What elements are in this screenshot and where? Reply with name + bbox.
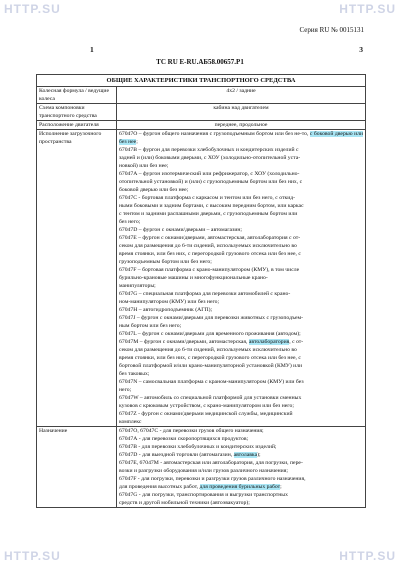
text-line: 67047В - для перевозки хлебобулочных и кондитерских изделий; bbox=[119, 444, 277, 450]
text-segment: 67047О – фургон общего назначения с грузоподъемным бортом или без не-то, bbox=[119, 131, 310, 137]
highlighted-text: для проведения бурильных работ bbox=[199, 484, 281, 490]
text-line: ном-манипулятором (КМУ) или без него; bbox=[119, 299, 220, 305]
text-line: ными боковыми и задним бортами, с высоким передним бортом, или каркас bbox=[119, 203, 304, 209]
row-value: переднее, продольное bbox=[117, 121, 366, 130]
table-header-row bbox=[37, 75, 366, 87]
purpose-label: Назначение bbox=[37, 427, 117, 508]
text-line: время стоянки, или без них, с перегородкой грузового отсека или без нее, с bbox=[119, 251, 301, 257]
watermark-bottom-right: HTTP.SU bbox=[339, 549, 396, 563]
page-number-left: 1 bbox=[90, 45, 94, 54]
text-line: 67047G – специальная платформа для перевозки автомобилей с крано- bbox=[119, 291, 291, 297]
text-line: бортовой платформой и/или крано-манипуляторной установкой (КМУ) или bbox=[119, 363, 303, 369]
text-line: средств и другой мобильной техники (автоэвакуатор); bbox=[119, 500, 250, 506]
text-line: него; bbox=[119, 387, 132, 393]
text-line: 67047В – фургон для перевозки хлебобулочных и кондитерских изделий с bbox=[119, 147, 299, 153]
text-line: ным бортом или без него; bbox=[119, 323, 182, 329]
row-label: Схема компоновки транспортного средства bbox=[37, 104, 117, 121]
text-segment: для проведения высотных работ, bbox=[119, 484, 200, 490]
characteristics-table bbox=[36, 74, 366, 508]
text-segment: 67047D - для выездной торговли (автомагазин, bbox=[119, 452, 234, 458]
text-segment: ; bbox=[280, 484, 282, 490]
text-segment: ); bbox=[257, 452, 261, 458]
text-segment: 67047М – фургон с окнами/дверьми, автомастерская, bbox=[119, 339, 249, 345]
text-line: 67047J – фургон с окнами/дверьми для перевозки животных с грузоподъем- bbox=[119, 315, 303, 321]
text-line: без него; bbox=[119, 219, 141, 225]
text-line: манипуляторы; bbox=[119, 283, 156, 289]
text-line: с тентом и задними распашными дверьми, с грузоподъемным бортом или bbox=[119, 211, 298, 217]
table-row bbox=[37, 427, 366, 508]
row-value: 4х2 / задние bbox=[117, 87, 366, 104]
text-line: 67047Е, 67047М - автомастерская или автолаборатория, для погрузки, пере- bbox=[119, 460, 303, 466]
text-line: бурильно-крановые машины и многофункциональные крано- bbox=[119, 275, 268, 281]
text-line bbox=[119, 483, 363, 491]
table-row bbox=[37, 104, 366, 121]
table-row bbox=[37, 87, 366, 104]
page-number-right: 3 bbox=[359, 45, 363, 54]
text-line: 67047N – самосвальная платформа с краном-манипулятором (КМУ) или без bbox=[119, 379, 304, 385]
text-line: без таковых; bbox=[119, 371, 150, 377]
text-line: кузовов с крюковым устройством, с крано-манипулятором или без него; bbox=[119, 403, 294, 409]
text-line: 67047Z - фургон с окнами/дверьми медицинской службы, медицинский bbox=[119, 411, 293, 417]
watermark-top-left: HTTP.SU bbox=[4, 2, 61, 16]
text-line: 67047L – фургон с окнами/дверьми для временного проживания (автодом); bbox=[119, 331, 301, 337]
text-line: 67047W – автомобиль со специальной платформой для установки сменных bbox=[119, 395, 302, 401]
text-line: задней и (или) боковыми дверьми, с ХОУ (холодильно-отопительной уста- bbox=[119, 155, 301, 161]
text-line bbox=[119, 338, 363, 346]
text-line: 67047Н – автогидроподъемник (АГП); bbox=[119, 307, 213, 313]
text-line: боковой дверью или без нее; bbox=[119, 187, 189, 193]
table-row bbox=[37, 130, 366, 427]
row-label: Колесная формула / ведущие колеса bbox=[37, 87, 117, 104]
serial-number: Серия RU № 0015131 bbox=[299, 26, 364, 34]
text-line: 67047F - для погрузки, перевозки и разгрузки грузов различного назначения, bbox=[119, 476, 306, 482]
text-line: 67047G - для погрузки, транспортирования и выгрузки транспортных bbox=[119, 492, 288, 498]
text-line: 67047F – бортовая платформа с крано-манипулятором (КМУ), в том числе bbox=[119, 267, 300, 273]
table-header: ОБЩИЕ ХАРАКТЕРИСТИКИ ТРАНСПОРТНОГО СРЕДСТВА bbox=[37, 75, 366, 87]
text-line: грузоподъемным бортом или без него; bbox=[119, 259, 212, 265]
text-segment: , с от- bbox=[289, 339, 304, 345]
text-line bbox=[119, 130, 363, 146]
highlighted-text: автолаборатория bbox=[248, 339, 290, 345]
text-line: 67047Е – фургон с окнами/дверьми, автомастерская, автолаборатория с от- bbox=[119, 235, 301, 241]
cargo-label: Исполнение загрузочного пространства bbox=[37, 130, 117, 427]
text-line: время стоянки, или без них, с перегородкой грузового отсека или без нее, с bbox=[119, 355, 301, 361]
text-line: 67047О, 67047С - для перевозки грузов общего назначения; bbox=[119, 428, 264, 434]
text-line: возки и разгрузки оборудования и/или грузов различного назначения; bbox=[119, 468, 288, 474]
row-label: Расположение двигателя bbox=[37, 121, 117, 130]
row-value: кабина над двигателем bbox=[117, 104, 366, 121]
text-line: новкой) или без нее; bbox=[119, 163, 169, 169]
text-line bbox=[119, 451, 363, 459]
text-line: 67047D – фургон с окнами/дверьми – автомагазин; bbox=[119, 227, 242, 233]
text-line: секом для размещения до 6-ти сидений, используемых исключительно во bbox=[119, 243, 297, 249]
text-line: 67047А - для перевозки скоропортящихся продуктов; bbox=[119, 436, 249, 442]
text-segment: ; bbox=[136, 139, 138, 145]
text-line: комплекс bbox=[119, 419, 142, 425]
certificate-number: ТС RU E-RU.АБ58.00657.Р1 bbox=[156, 58, 244, 66]
watermark-top-right: HTTP.SU bbox=[339, 2, 396, 16]
watermark-bottom-left: HTTP.SU bbox=[4, 549, 61, 563]
table-row bbox=[37, 121, 366, 130]
highlighted-text: автолавка bbox=[233, 452, 258, 458]
text-line: секом для размещения до 6-ти сидений, используемых исключительно во bbox=[119, 347, 297, 353]
text-line: отопительной установкой) и (или) с грузоподъемным бортом или без них, с bbox=[119, 179, 303, 185]
text-line: 67047А – фургон изотермический или рефрижератор, с ХОУ (холодильно- bbox=[119, 171, 300, 177]
purpose-description bbox=[117, 427, 366, 508]
highlighted-text: с боковой дверью или без нее bbox=[119, 131, 364, 145]
text-line: 67047С - бортовая платформа с каркасом и тентом или без него, с откид- bbox=[119, 195, 296, 201]
cargo-description bbox=[117, 130, 366, 427]
